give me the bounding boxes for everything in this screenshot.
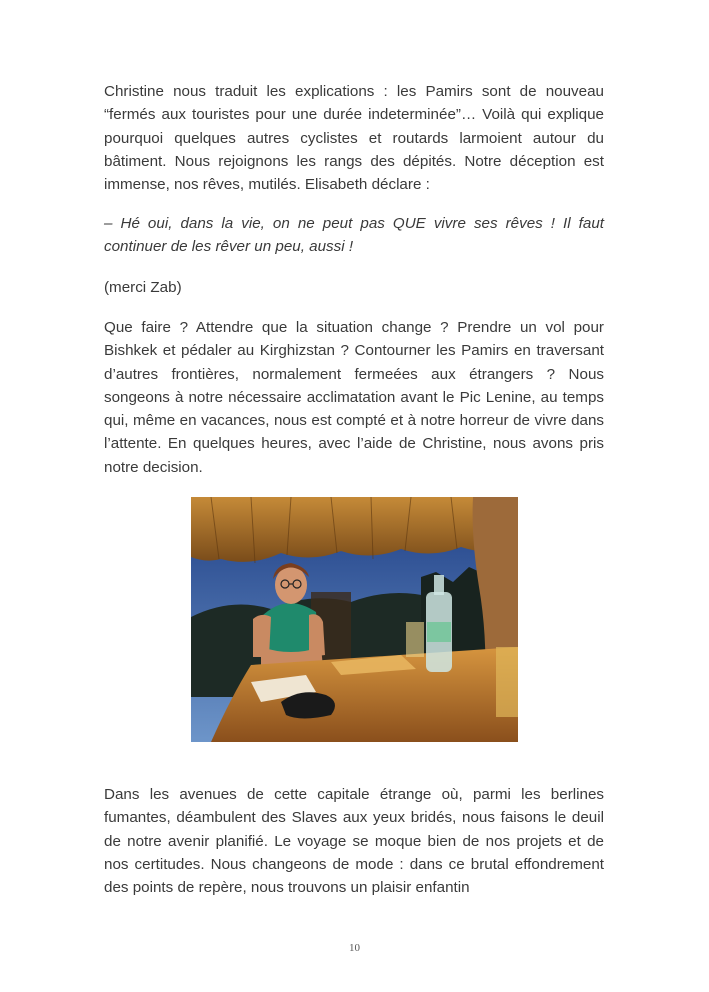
page-number: 10 — [349, 942, 360, 954]
quote-elisabeth: – Hé oui, dans la vie, on ne peut pas QUE vivre ses rêves ! Il faut continuer de les rêver un peu, aussi ! — [104, 215, 604, 256]
credit-note: (merci Zab) — [104, 279, 182, 296]
photo-woman-at-table — [191, 497, 518, 742]
paragraph-capital: Dans les avenues de cette capitale étrange où, parmi les berlines fumantes, déambulent des Slaves aux yeux bridés, nous faisons le deuil de notre avenir planifié. Le voyage se moque bien de nos projets et de nos certitudes. Nous changeons de mode : dans ce brutal effondrement des points de repère, nous trouvons un plaisir enfantin — [104, 786, 604, 897]
paragraph-decision: Que faire ? Attendre que la situation change ? Prendre un vol pour Bishkek et pédaler au Kirghizstan ? Contourner les Pamirs en traversant d’autres frontières, normalement fermeées aux étrangers ? Nous songeons à notre nécessaire acclimatation avant le Pic Lenine, au temps qui, même en vacances, nous est compté et à notre horreur de vivre dans l’attente. En quelques heures, avec l’aide de Christine, nous avons pris notre decision. — [104, 319, 604, 476]
paragraph-explanations: Christine nous traduit les explications : les Pamirs sont de nouveau “fermés aux touristes pour une durée indeterminée”… Voilà qui explique pourquoi quelques autres cyclistes et routards larmoient autour du bâtiment. Nous rejoignons les rangs des dépités. Notre déception est immense, nos rêves, mutilés. Elisabeth déclare : — [104, 83, 604, 194]
drinking-glass — [406, 622, 424, 657]
face — [275, 566, 307, 604]
